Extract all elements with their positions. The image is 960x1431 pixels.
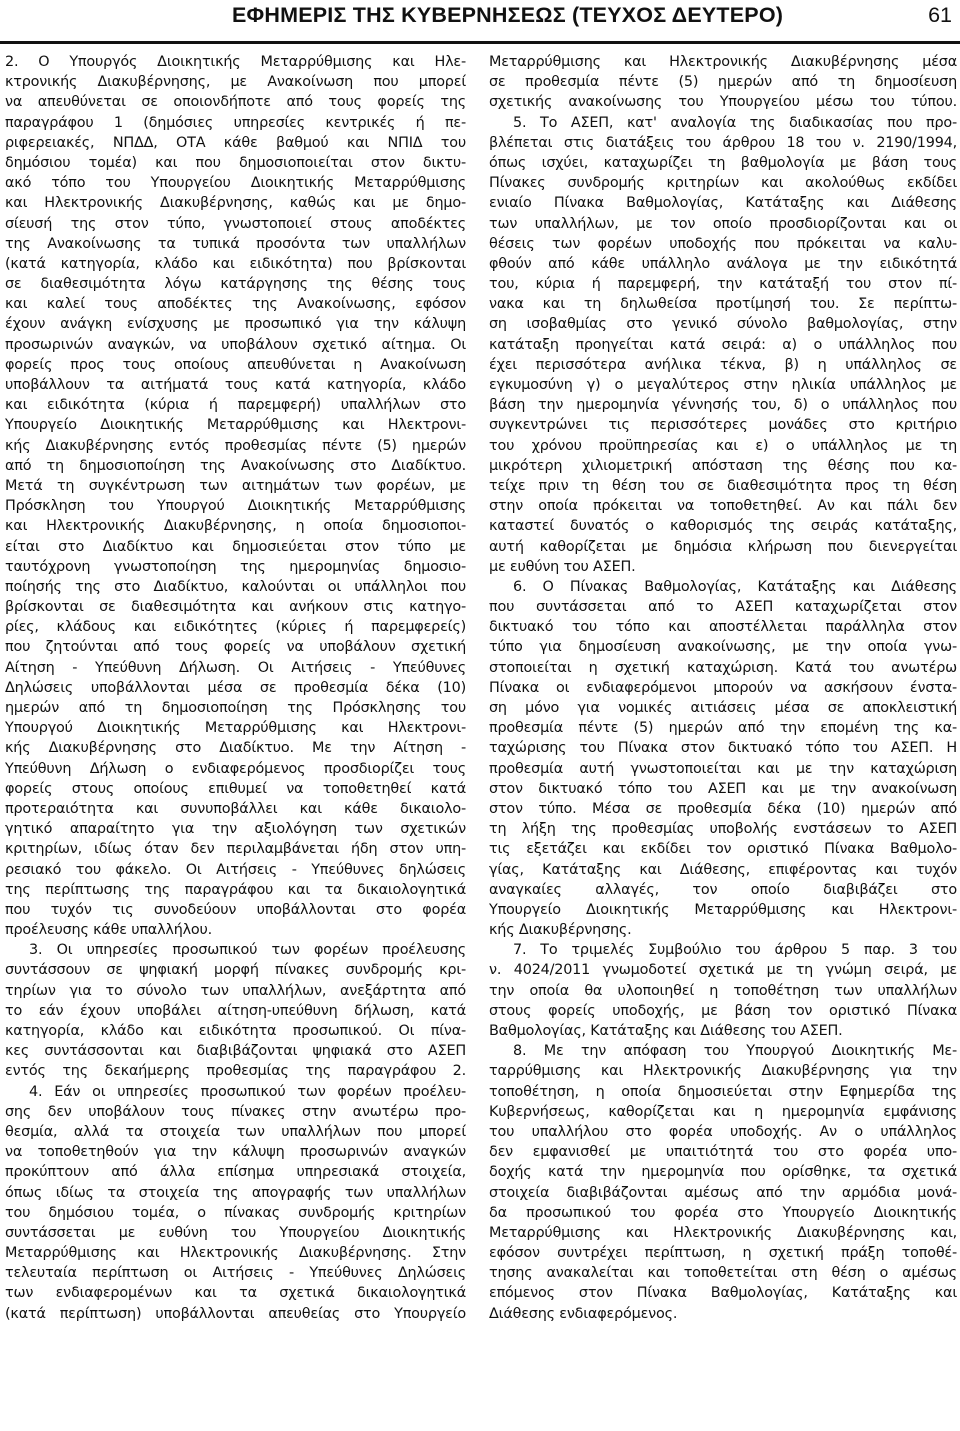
text-line: Αίτηση - Υπεύθυνη Δήλωση. Οι Αιτήσεις - Υπεύθυνες <box>5 659 466 676</box>
text-line: τη λήξη της προθεσμίας υποβολής ενστάσεων το ΑΣΕΠ <box>489 821 957 838</box>
text-line: των ενδιαφερομένων και τα σχετικά δικαιολογητικά <box>5 1285 466 1302</box>
text-line: που τυχόν τις συνοδεύουν υποβάλλονται στο φορέα <box>5 901 466 918</box>
text-line: ακό τόπο του Υπουργείου Διοικητικής Μεταρρύθμισης <box>5 175 466 192</box>
text-line: 2. Ο Υπουργός Διοικητικής Μεταρρύθμισης και Ηλε- <box>5 54 466 70</box>
text-line: θέσεις των φορέων υποδοχής που πρόκειται να καλυ- <box>489 235 957 252</box>
text-line: ταυτόχρονη γνωστοποίηση της ημερομηνίας δημοσιο- <box>5 558 466 575</box>
text-line: ση μόνο για νομικές αιτιάσεις μέσα σε αποκλειστική <box>489 700 957 716</box>
text-line: και Ηλεκτρονικής Διακυβέρνησης, η οποία δημοσιοποι- <box>5 518 466 535</box>
text-line: στον δικτυακό τόπο του ΑΣΕΠ και με την ανακοίνωση <box>489 780 957 797</box>
text-line: του υπαλλήλου στο φορέα υποδοχής. Αν ο υπάλληλος <box>489 1123 957 1140</box>
text-line: φορείς προς τους οποίους απευθύνεται η Ανακοίνωση <box>5 356 466 373</box>
text-line: και ειδικότητα (κύρια ή παρεμφερή) υπαλλήλων στο <box>5 397 466 414</box>
text-line: βάση την ημερομηνία γέννησής του, δ) ο υπάλληλος που <box>489 397 957 414</box>
text-line: των υπαλλήλων, με τον οποίο προσδιορίζονται και οι <box>489 215 957 232</box>
text-line: (κατά κατηγορία, κλάδο και ειδικότητα) που βρίσκονται <box>5 255 466 272</box>
text-line: που συντάσσεται από το ΑΣΕΠ καταχωρίζεται στον <box>489 599 957 616</box>
text-line: (κατά περίπτωση) υποβάλλονται απευθείας στο Υπουργείο <box>5 1305 466 1322</box>
text-line: κατηγορία, κλάδο και ειδικότητα προσωπικού. Οι πίνα- <box>5 1023 466 1039</box>
text-line: στοποιείται η σχετική καταχώριση. Κατά του ανωτέρω <box>489 659 957 676</box>
text-line: δοχής κατά την ημερομηνία που ορίσθηκε, τα σχετικά <box>489 1164 957 1181</box>
text-line: σίευσή της στον τύπο, γνωστοποιεί στους αποδέκτες <box>5 215 466 232</box>
text-line: προθεσμία πέντε (5) ημερών από την επομένη της κα- <box>489 720 957 737</box>
text-line: παραγράφου 1 (δημόσιες υπηρεσίες κεντρικές ή πε- <box>5 114 466 131</box>
text-line: 7. Το τριμελές Συμβούλιο του άρθρου 5 παρ. 3 του <box>513 942 957 959</box>
text-line: κής Διακυβέρνησης εντός προθεσμίας πέντε (5) ημερών <box>5 437 466 454</box>
text-line: προέλευσης κάθε υπαλλήλου. <box>5 922 213 939</box>
text-line: έχουν ανάγκη ενίσχυσης με προσωπικό για την κάλυψη <box>5 316 466 333</box>
text-line: εφόσον συντρέχει περίπτωση, η σχετική πράξη τοποθέ- <box>489 1245 957 1262</box>
text-line: προκύπτουν από άλλα επίσημα υπηρεσιακά στοιχεία, <box>5 1164 466 1181</box>
text-line: κής Διακυβέρνησης στο Διαδίκτυο. Με την Αίτηση - <box>5 740 466 757</box>
text-line: και καλεί τους αποδέκτες της Ανακοίνωσης, εφόσον <box>5 296 466 313</box>
text-line: τηρίων για το σύνολο των υπαλλήλων, ανεξάρτητα από <box>5 982 466 999</box>
text-line: κτρονικής Διακυβέρνησης, με Ανακοίνωση που μπορεί <box>5 74 466 91</box>
text-line: συγκεντρώνει τις περισσότερες μονάδες στο κριτήριο <box>489 417 957 434</box>
text-line: Διάθεσης ενδιαφερόμενος. <box>489 1305 678 1322</box>
text-line: ση ισοβαθμίας στο γενικό σύνολο βαθμολογίας, στην <box>489 316 957 333</box>
text-line: τησης ανακαλείται και τοποθετείται στη θέση ο αμέσως <box>489 1265 957 1282</box>
text-line: όπως ιδίως τα στοιχεία της απογραφής των υπαλλήλων <box>5 1184 466 1201</box>
text-line: γίας, Κατάταξης και Διάθεσης, επιφέροντας και τυχόν <box>489 861 957 878</box>
text-line: κής Διακυβέρνησης. <box>489 922 632 939</box>
text-line: Μεταρρύθμισης και Ηλεκτρονικής Διακυβέρνησης μέσα <box>489 54 957 70</box>
text-line: Μεταρρύθμισης και Ηλεκτρονικής Διακυβέρνησης και, <box>489 1224 957 1241</box>
text-line: δα προσωπικού του φορέα στο Υπουργείο Διοικητικής <box>489 1204 957 1221</box>
text-line: ημερών από τη δημοσιοποίηση της Πρόσκλησης του <box>5 700 466 716</box>
text-line: σχετικής ανακοίνωσης του Υπουργείου μέσω του τύπου. <box>489 94 957 111</box>
text-line: στους φορείς υποδοχής, με βάση τον οριστικό Πίνακα <box>489 1002 957 1019</box>
text-line: τοποθέτηση, η οποία δημοσιεύεται στην Εφημερίδα της <box>489 1083 957 1100</box>
text-line: Πρόσκληση του Υπουργού Διοικητικής Μεταρρύθμισης <box>5 498 466 515</box>
text-line: ταρρύθμισης και Ηλεκτρονικής Διακυβέρνησης για την <box>489 1063 957 1080</box>
text-line: 3. Οι υπηρεσίες προσωπικού των φορέων προέλευσης <box>29 942 466 959</box>
text-line: προθεσμία αυτή γνωστοποιείται και με την καταχώριση <box>489 760 957 777</box>
text-line: στοιχεία διαβιβάζονται αμέσως από την αρμόδια μονά- <box>489 1184 957 1201</box>
text-line: Υπουργείο Διοικητικής Μεταρρύθμισης και Ηλεκτρονι- <box>5 417 466 434</box>
text-line: το εάν έχουν υποβάλει αίτηση-υπεύθυνη δήλωση, κατά <box>5 1002 466 1019</box>
text-line: δικτυακό του τόπο και αποστέλλεται παράλληλα στον <box>489 619 957 636</box>
text-line: ν. 4024/2011 γνωμοδοτεί σχετικά με τη γνώμη σειρά, με <box>489 962 957 979</box>
text-line: προτεραιότητα και συνυποβάλλει και κάθε δικαιολο- <box>5 800 466 817</box>
text-line: ρίες, κλάδους και ειδικότητες (κύριες ή παρεμφερείς) <box>5 619 466 636</box>
text-line: φθούν από κάθε υπάλληλο ανάλογα με την ειδικότητά <box>489 255 957 272</box>
text-line: από τη δημοσιοποίηση της Ανακοίνωσης στο Διαδίκτυο. <box>5 457 466 474</box>
right-text-column <box>489 52 957 1324</box>
text-line: νακα και τη δηλωθείσα προτίμησή του. Σε περίπτω- <box>489 296 957 313</box>
text-line: τείχε πριν τη θέση του σε διαθεσιμότητα προς τη θέση <box>489 477 957 494</box>
text-line: και Ηλεκτρονικής Διακυβέρνησης, καθώς και με δημο- <box>5 195 466 212</box>
text-line: γητικό απαραίτητο για την αξιολόγηση των σχετικών <box>5 821 466 838</box>
text-line: υποβάλλουν τα αιτήματά τους κατά κατηγορία, κλάδο <box>5 377 466 393</box>
text-line: σε διαθεσιμότητα λόγω κατάργησης της θέσης τους <box>5 276 466 293</box>
text-line: ρεσιακό του φάκελο. Οι Αιτήσεις - Υπεύθυνες δηλώσεις <box>5 861 466 878</box>
text-line: του, κύρια ή παρεμφερή, την κατάταξή του στον πί- <box>489 276 957 293</box>
text-line: συντάσσουν σε ψηφιακή μορφή πίνακες συνδρομής κρι- <box>5 962 466 979</box>
text-line: σης δεν υποβάλουν τους πίνακες στην ανωτέρω προ- <box>5 1103 466 1120</box>
text-line: βλέπεται στις διατάξεις του άρθρου 18 του ν. 2190/1994, <box>489 134 957 151</box>
text-line: 4. Εάν οι υπηρεσίες προσωπικού των φορέων προέλευ- <box>29 1083 466 1100</box>
text-line: ποίησής της στο Διαδίκτυο, καλούνται οι υπάλληλοι που <box>5 578 466 595</box>
text-line: του δημόσιου τομέα, ο πίνακας συνδρομής κριτηρίων <box>5 1204 466 1221</box>
text-line: δημόσιου τομέα) και που δημοσιοποιείται στον δικτυ- <box>5 154 466 171</box>
text-line: του χρόνου προϋπηρεσίας και ε) ο υπάλληλος με τη <box>489 437 957 454</box>
text-line: Υπουργού Διοικητικής Μεταρρύθμισης και Ηλεκτρονι- <box>5 720 466 737</box>
text-line: αυτή καθορίζεται με δημόσια κλήρωση που διενεργείται <box>489 538 957 555</box>
text-line: την οποία θα υλοποιηθεί η τοποθέτηση των υπαλλήλων <box>489 982 957 999</box>
text-line: φορείς στους οποίους επιθυμεί να τοποθετηθεί κατά <box>5 780 466 797</box>
text-line: τύπο για δημοσίευση ανακοίνωσης, με την οποία γνω- <box>489 639 957 656</box>
text-line: κατάταξη προηγείται κατά σειρά: α) ο υπάλληλος που <box>489 336 957 353</box>
gazette-title: ΕΦΗΜΕΡΙΣ ΤΗΣ ΚΥΒΕΡΝΗΣΕΩΣ (ΤΕΥΧΟΣ ΔΕΥΤΕΡΟ) <box>232 3 784 27</box>
text-line: δεν εμφανισθεί με υπαιτιότητά του στο φορέα υπο- <box>489 1144 957 1161</box>
text-line: με ευθύνη του ΑΣΕΠ. <box>489 558 636 575</box>
text-line: είται στο Διαδίκτυο και δημοσιεύεται στον τύπο με <box>5 538 466 555</box>
text-line: μικρότερη χιλιομετρική απόσταση της θέσης που κα- <box>489 457 957 474</box>
text-line: που ζητούνται από τους φορείς να υποβάλουν σχετική <box>5 639 466 656</box>
text-line: της περίπτωσης της παραγράφου και τα δικαιολογητικά <box>5 881 466 898</box>
text-line: επόμενος στον Πίνακα Βαθμολογίας, Κατάταξης και <box>489 1285 957 1302</box>
text-line: στην οποία πρόκειται να τοποθετηθεί. Αν και πάλι δεν <box>489 498 957 515</box>
text-line: σε προθεσμία πέντε (5) ημερών από τη δημοσίευση <box>489 74 957 91</box>
text-line: Υπεύθυνη Δήλωση ο ενδιαφερόμενος προσδιορίζει τους <box>5 760 466 777</box>
page-number: 61 <box>928 3 952 27</box>
text-line: 5. Το ΑΣΕΠ, κατ' αναλογία της διαδικασίας που προ- <box>513 114 957 131</box>
page-header <box>0 0 960 44</box>
text-line: έχει περισσότερα ανήλικα τέκνα, β) η υπάλληλος σε <box>489 356 957 373</box>
text-line: ταχώρισης του Πίνακα στον δικτυακό τόπο του ΑΣΕΠ. Η <box>489 740 957 757</box>
text-line: Πίνακα οι ενδιαφερόμενοι μπορούν να ασκήσουν ένστα- <box>489 679 957 696</box>
text-line: Πίνακες συνδρομής κριτηρίων και ακολούθως εκδίδει <box>489 175 957 192</box>
text-line: 6. Ο Πίνακας Βαθμολογίας, Κατάταξης και Διάθεσης <box>513 578 957 595</box>
text-line: κριτηρίων, ιδίως όταν δεν περιλαμβάνεται ήδη στον υπη- <box>5 841 466 858</box>
text-line: να τοποθετηθούν για την κάλυψη προσωρινών αναγκών <box>5 1144 466 1161</box>
text-line: Βαθμολογίας, Κατάταξης και Διάθεσης του ΑΣΕΠ. <box>489 1023 843 1039</box>
text-line: Δηλώσεις υποβάλλονται μέσα σε προθεσμία δέκα (10) <box>5 679 466 696</box>
text-line: κες συντάσσονται και διαβιβάζονται ψηφιακά στο ΑΣΕΠ <box>5 1043 466 1060</box>
left-text-column <box>5 52 466 1324</box>
text-line: Κυβερνήσεως, καθορίζεται και η ημερομηνία εμφάνισης <box>489 1103 957 1120</box>
text-line: ριφερειακές, ΝΠΔΔ, ΟΤΑ κάθε βαθμού και ΝΠΙΔ του <box>5 134 466 151</box>
text-line: τελευταία περίπτωση οι Αιτήσεις - Υπεύθυνες Δηλώσεις <box>5 1265 466 1282</box>
text-line: Μεταρρύθμισης και Ηλεκτρονικής Διακυβέρνησης. Στην <box>5 1245 466 1262</box>
text-line: συντάσσεται με ευθύνη του Υπουργείου Διοικητικής <box>5 1224 466 1241</box>
text-line: Μετά τη συγκέντρωση των αιτημάτων των φορέων, με <box>5 477 466 494</box>
text-line: εγκυμοσύνη γ) ο μεγαλύτερος στην ηλικία υπάλληλος με <box>489 377 957 393</box>
text-line: όπως ισχύει, καταχωρίζει τη βαθμολογία με βάση τους <box>489 154 957 171</box>
text-line: καταστεί δυνατός ο καθορισμός της σειράς κατάταξης, <box>489 518 957 535</box>
text-line: τις εξετάζει και εκδίδει τον οριστικό Πίνακα Βαθμολο- <box>489 841 957 858</box>
text-line: Υπουργείο Διοικητικής Μεταρρύθμισης και Ηλεκτρονι- <box>489 901 957 918</box>
text-line: της Ανακοίνωσης τα τυπικά προσόντα των υπαλλήλων <box>5 235 466 252</box>
text-line: ενιαίο Πίνακα Βαθμολογίας, Κατάταξης και Διάθεσης <box>489 195 957 212</box>
text-line: θεσμία, αλλά τα στοιχεία των υπαλλήλων που μπορεί <box>5 1123 466 1140</box>
text-line: βρίσκονται σε διαθεσιμότητα και ανήκουν στις κατηγο- <box>5 599 466 616</box>
text-line: εντός της δεκαήμερης προθεσμίας της παραγράφου 2. <box>5 1063 466 1080</box>
text-line: προσωρινών αναγκών, να υποβάλουν σχετικό αίτημα. Οι <box>5 336 466 353</box>
text-line: στον τύπο. Μέσα σε προθεσμία δέκα (10) ημερών από <box>489 800 957 817</box>
text-line: να απευθύνεται σε οποιονδήποτε από τους φορείς της <box>5 94 466 111</box>
text-line: 8. Με την απόφαση του Υπουργού Διοικητικής Με- <box>513 1043 957 1060</box>
text-line: αναγκαίες αλλαγές, τον οποίο διαβιβάζει στο <box>489 881 957 898</box>
